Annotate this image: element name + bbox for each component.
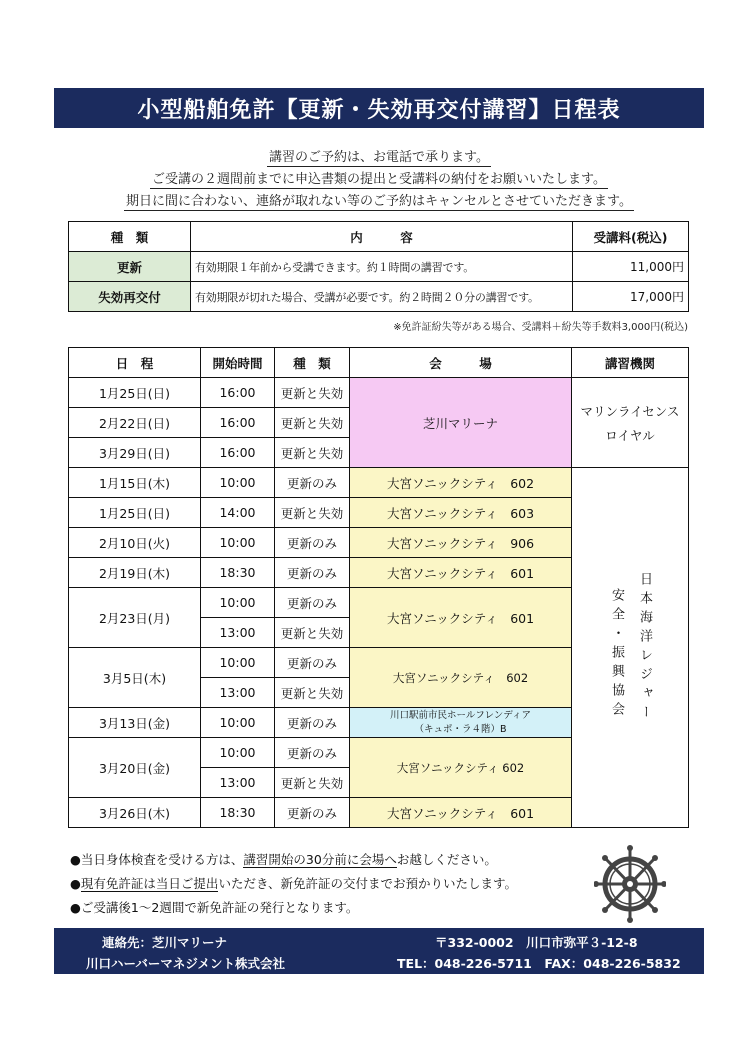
contact-footer — [54, 928, 704, 974]
venue-cell: 大宮ソニックシティ 603 — [350, 498, 572, 528]
header-organization: 講習機関 — [572, 348, 689, 378]
page-title: 小型船舶免許【更新・失効再交付講習】日程表 — [54, 88, 704, 128]
fee-price: 11,000円 — [573, 252, 689, 282]
type-cell: 更新のみ — [275, 528, 350, 558]
venue-cell: 芝川マリーナ — [350, 378, 572, 468]
schedule-table — [68, 347, 689, 828]
fee-row-reissue — [69, 282, 689, 312]
notes-list — [70, 848, 517, 920]
type-cell: 更新と失効 — [275, 768, 350, 798]
note-text: ●当日身体検査を受ける方は、 — [70, 852, 244, 867]
type-cell: 更新のみ — [275, 648, 350, 678]
type-cell: 更新と失効 — [275, 678, 350, 708]
note-emphasis: 講習開始の30分前に会場へ — [243, 852, 397, 867]
time-cell: 18:30 — [201, 798, 275, 828]
time-cell: 10:00 — [201, 648, 275, 678]
table-row — [69, 378, 689, 408]
date-cell: 3月26日(木) — [69, 798, 201, 828]
date-cell: 2月22日(日) — [69, 408, 201, 438]
fee-kind: 失効再交付 — [69, 282, 191, 312]
contact-name: 連絡先：芝川マリーナ — [102, 935, 228, 950]
date-cell: 3月13日(金) — [69, 708, 201, 738]
fee-header-row — [69, 222, 689, 252]
header-date: 日 程 — [69, 348, 201, 378]
time-cell: 10:00 — [201, 528, 275, 558]
type-cell: 更新と失効 — [275, 408, 350, 438]
notice-line-2: ご受講の２週間前までに申込書類の提出と受講料の納付をお願いいたします。 — [152, 172, 606, 187]
date-cell: 2月10日(火) — [69, 528, 201, 558]
time-cell: 13:00 — [201, 678, 275, 708]
venue-cell: 大宮ソニックシティ 602 — [350, 648, 572, 708]
ship-wheel-icon — [594, 844, 666, 924]
venue-cell: 大宮ソニックシティ 602 — [350, 738, 572, 798]
date-cell: 2月19日(木) — [69, 558, 201, 588]
fee-kind: 更新 — [69, 252, 191, 282]
note-text: いただき、新免許証の交付までお預かりいたします。 — [218, 876, 517, 891]
time-cell: 16:00 — [201, 378, 275, 408]
time-cell: 10:00 — [201, 468, 275, 498]
note-text: ●ご受講後1～2週間で新免許証の発行となります。 — [70, 900, 359, 915]
org-name-line: ロイヤル — [605, 427, 655, 443]
schedule-header-row — [69, 348, 689, 378]
venue-cell: 大宮ソニックシティ 601 — [350, 798, 572, 828]
phone-fax: TEL：048-226-5711 FAX：048-226-5832 — [397, 956, 681, 971]
date-cell: 1月15日(木) — [69, 468, 201, 498]
fee-header-kind: 種 類 — [69, 222, 191, 252]
time-cell: 14:00 — [201, 498, 275, 528]
time-cell: 18:30 — [201, 558, 275, 588]
type-cell: 更新と失効 — [275, 378, 350, 408]
date-cell: 1月25日(日) — [69, 378, 201, 408]
notice-line-3: 期日に間に合わない、連絡が取れない等のご予約はキャンセルとさせていただきます。 — [126, 194, 632, 209]
type-cell: 更新のみ — [275, 738, 350, 768]
org-cell-japan-marine-leisure — [572, 468, 689, 828]
header-type: 種 類 — [275, 348, 350, 378]
org-name-line: マリンライセンス — [580, 403, 680, 419]
venue-cell: 大宮ソニックシティ 601 — [350, 558, 572, 588]
fee-price: 17,000円 — [573, 282, 689, 312]
time-cell: 10:00 — [201, 738, 275, 768]
fee-header-content: 内 容 — [191, 222, 573, 252]
time-cell: 13:00 — [201, 768, 275, 798]
note-item — [70, 848, 517, 872]
fee-content: 有効期限１年前から受講できます。約１時間の講習です。 — [191, 252, 573, 282]
company-name: 川口ハーバーマネジメント株式会社 — [86, 956, 286, 971]
org-name-column: 日本海洋レジャー — [637, 571, 652, 724]
time-cell: 16:00 — [201, 408, 275, 438]
date-cell: 3月29日(日) — [69, 438, 201, 468]
time-cell: 13:00 — [201, 618, 275, 648]
notice-line-1: 講習のご予約は、お電話で承ります。 — [269, 150, 489, 165]
type-cell: 更新と失効 — [275, 498, 350, 528]
fee-note: ※免許証紛失等がある場合、受講料＋紛失等手数料3,000円(税込) — [393, 322, 688, 333]
time-cell: 16:00 — [201, 438, 275, 468]
note-emphasis: 現有免許証は当日ご提出 — [80, 876, 219, 891]
type-cell: 更新のみ — [275, 708, 350, 738]
fee-content: 有効期限が切れた場合、受講が必要です。約２時間２０分の講習です。 — [191, 282, 573, 312]
header-venue: 会 場 — [350, 348, 572, 378]
venue-line: （キュポ・ラ４階）B — [414, 723, 507, 735]
type-cell: 更新と失効 — [275, 438, 350, 468]
table-row — [69, 468, 689, 498]
date-cell: 3月5日(木) — [69, 648, 201, 708]
type-cell: 更新と失効 — [275, 618, 350, 648]
type-cell: 更新のみ — [275, 588, 350, 618]
fee-row-renewal — [69, 252, 689, 282]
type-cell: 更新のみ — [275, 798, 350, 828]
type-cell: 更新のみ — [275, 558, 350, 588]
address: 〒332-0002 川口市弥平３-12-8 — [435, 935, 638, 950]
venue-cell: 大宮ソニックシティ 906 — [350, 528, 572, 558]
org-cell-marine-license-royal — [572, 378, 689, 468]
note-item — [70, 872, 517, 896]
time-cell: 10:00 — [201, 708, 275, 738]
org-name-column: 安全・振興協会 — [609, 588, 624, 721]
venue-line: 川口駅前市民ホールフレンディア — [390, 709, 531, 721]
date-cell: 3月20日(金) — [69, 738, 201, 798]
note-text: ● — [70, 876, 81, 891]
type-cell: 更新のみ — [275, 468, 350, 498]
venue-cell: 大宮ソニックシティ 602 — [350, 468, 572, 498]
header-start-time: 開始時間 — [201, 348, 275, 378]
date-cell: 1月25日(日) — [69, 498, 201, 528]
note-text: お越しください。 — [396, 852, 497, 867]
note-item — [70, 896, 517, 920]
venue-cell: 大宮ソニックシティ 601 — [350, 588, 572, 648]
fee-table — [68, 221, 689, 312]
fee-header-price: 受講料(税込) — [573, 222, 689, 252]
time-cell: 10:00 — [201, 588, 275, 618]
venue-cell — [350, 708, 572, 738]
date-cell: 2月23日(月) — [69, 588, 201, 648]
